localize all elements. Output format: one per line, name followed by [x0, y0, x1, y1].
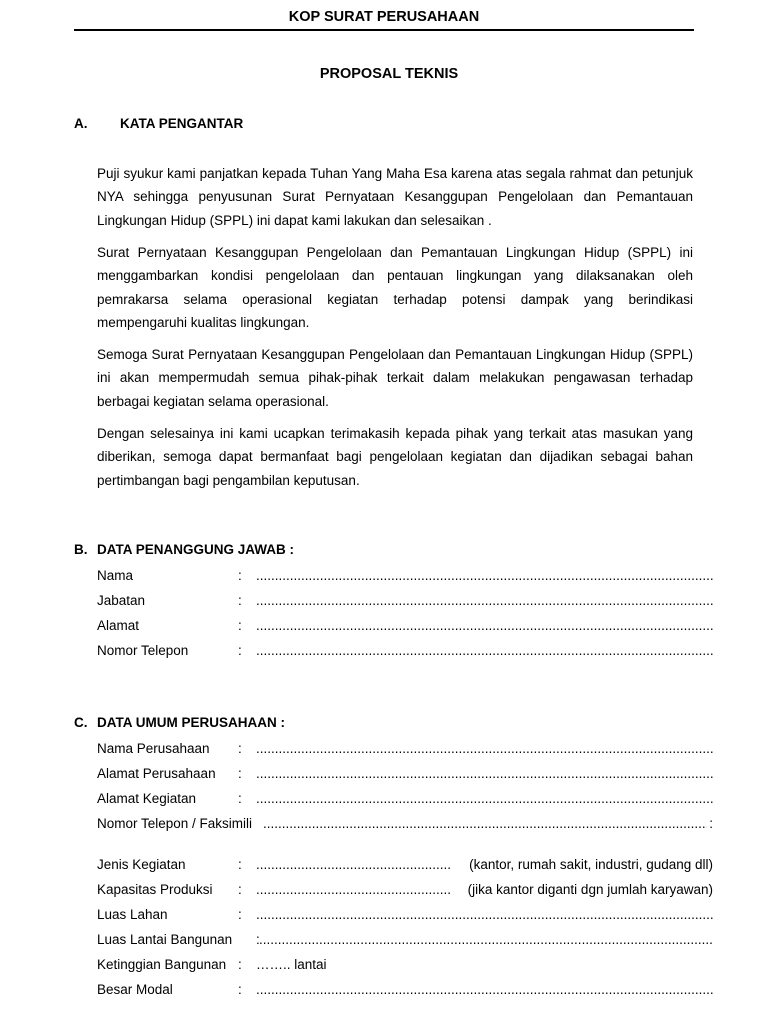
field-row-alamat-kegiatan — [97, 791, 713, 809]
field-label: Alamat — [97, 618, 140, 633]
field-colon: : — [238, 791, 242, 806]
field-colon: : — [238, 957, 242, 972]
fill-in-blank[interactable] — [256, 791, 713, 806]
field-label: Alamat Kegiatan — [97, 791, 197, 806]
section-c-title: DATA UMUM PERUSAHAAN : — [97, 715, 285, 730]
field-colon: : — [238, 982, 242, 997]
field-row-alamat-perusahaan — [97, 766, 713, 784]
field-label: Jabatan — [97, 593, 146, 608]
fill-in-blank[interactable] — [256, 741, 713, 756]
field-row-luas-lahan — [97, 907, 713, 925]
field-row-besar-modal — [97, 982, 713, 1000]
fill-in-blank[interactable] — [256, 618, 713, 633]
field-row-alamat — [97, 618, 713, 636]
document-title: PROPOSAL TEKNIS — [319, 66, 459, 82]
section-a-title: KATA PENGANTAR — [120, 116, 244, 131]
section-b-heading — [74, 542, 294, 557]
field-colon: : — [238, 568, 242, 583]
section-c-heading — [74, 715, 285, 730]
section-c-letter: C. — [74, 715, 88, 730]
intro-paragraph-3: Semoga Surat Pernyataan Kesanggupan Pengelolaan dan Pemantauan Lingkungan Hidup (SPPL) ini akan mempermudah semua pihak-pihak terkait dalam melakukan pengawasan terhadap berbagai kegiatan selama operasional. — [97, 347, 693, 409]
intro-paragraph-4: Dengan selesainya ini kami ucapkan terimakasih kepada pihak yang terkait atas masukan yang diberikan, semoga dapat bermanfaat bagi pengelolaan kegiatan dan dijadikan sebagai bahan pertimbangan bagi pengambilan keputusan. — [97, 426, 693, 488]
field-label: Kapasitas Produksi — [97, 882, 213, 897]
field-row-ketinggian-bangunan — [97, 957, 713, 975]
section-b-letter: B. — [74, 542, 88, 557]
field-colon: : — [238, 593, 242, 608]
intro-paragraph-1: Puji syukur kami panjatkan kepada Tuhan Yang Maha Esa karena atas segala rahmat dan petunjuk NYA sehingga penyusunan Surat Pernyataan Kesanggupan Pengelolaan dan Pemantauan Lingkungan Hidup (SPPL) ini dapat kami lakukan dan selesaikan . — [97, 166, 693, 228]
field-row-nama — [97, 568, 713, 586]
fill-in-blank[interactable] — [263, 816, 707, 831]
field-colon: : — [256, 932, 260, 947]
field-hint: (jika kantor diganti dgn jumlah karyawan) — [467, 882, 713, 897]
fill-in-blank[interactable] — [259, 932, 713, 947]
field-label: Besar Modal — [97, 982, 173, 997]
letterhead-divider — [74, 29, 694, 31]
field-hint: (kantor, rumah sakit, industri, gudang dll) — [469, 857, 713, 872]
fill-in-blank[interactable] — [256, 882, 452, 897]
floor-count-blank[interactable]: …….. lantai — [256, 957, 327, 972]
field-label: Luas Lahan — [97, 907, 168, 922]
field-row-nama-perusahaan — [97, 741, 713, 759]
fill-in-blank[interactable] — [256, 643, 713, 658]
field-label: Nomor Telepon — [97, 643, 189, 658]
field-row-kapasitas-produksi — [97, 882, 713, 900]
field-row-jabatan — [97, 593, 713, 611]
section-b-title: DATA PENANGGUNG JAWAB : — [97, 542, 295, 557]
fill-in-blank[interactable] — [256, 593, 713, 608]
field-label: Luas Lantai Bangunan — [97, 932, 233, 947]
field-colon: : — [238, 907, 242, 922]
field-colon: : — [238, 741, 242, 756]
field-label: Nama — [97, 568, 134, 583]
field-colon: : — [238, 882, 242, 897]
fill-in-blank[interactable] — [256, 982, 713, 997]
field-row-jenis-kegiatan — [97, 857, 713, 875]
field-row-luas-lantai-bangunan — [97, 932, 713, 950]
field-row-telepon-faksimili — [97, 816, 713, 834]
fill-in-blank[interactable] — [256, 568, 713, 583]
letterhead-title: KOP SURAT PERUSAHAAN — [288, 9, 480, 25]
field-colon: : — [238, 857, 242, 872]
field-colon: : — [238, 618, 242, 633]
fill-in-blank[interactable] — [256, 857, 452, 872]
field-colon: : — [238, 643, 242, 658]
field-row-nomor-telepon — [97, 643, 713, 661]
field-colon: : — [238, 766, 242, 781]
field-colon: : — [709, 816, 713, 831]
section-a-heading — [74, 116, 243, 131]
field-label: Alamat Perusahaan — [97, 766, 216, 781]
field-label: Ketinggian Bangunan — [97, 957, 227, 972]
field-label: Nomor Telepon / Faksimili — [97, 816, 253, 831]
field-label: Nama Perusahaan — [97, 741, 210, 756]
fill-in-blank[interactable] — [256, 766, 713, 781]
section-a-letter: A. — [74, 116, 88, 131]
intro-paragraph-2: Surat Pernyataan Kesanggupan Pengelolaan dan Pemantauan Lingkungan Hidup (SPPL) ini menggambarkan kondisi pengelolaan dan pentauan lingkungan yang dilaksanakan oleh pemrakarsa selama operasional kegiatan terhadap potensi dampak yang berindikasi mempengaruhi kualitas lingkungan. — [97, 245, 693, 330]
fill-in-blank[interactable] — [256, 907, 713, 922]
field-label: Jenis Kegiatan — [97, 857, 186, 872]
